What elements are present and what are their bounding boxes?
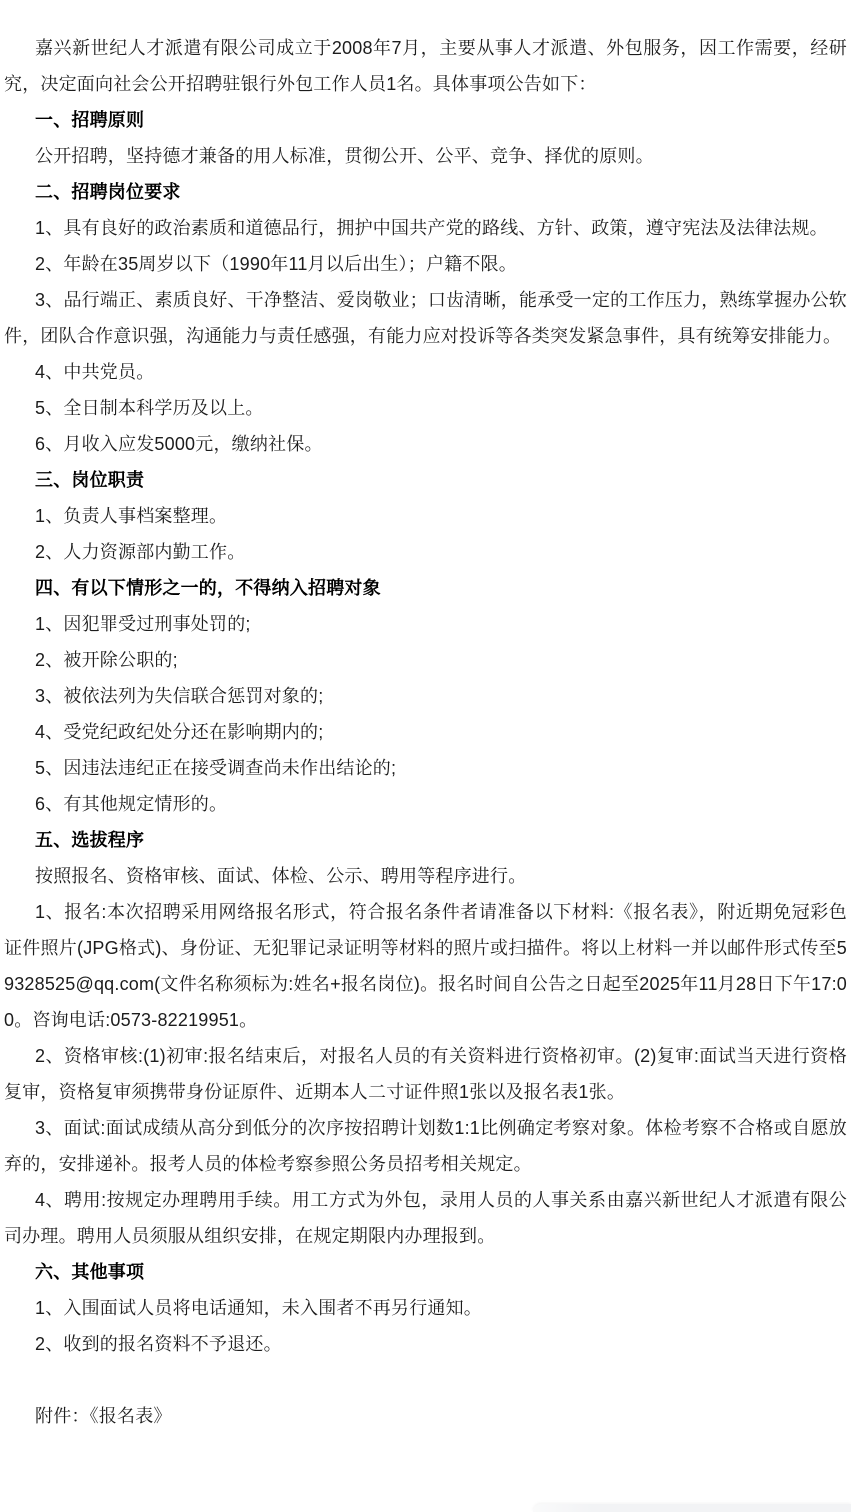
section-paragraph: 按照报名、资格审核、面试、体检、公示、聘用等程序进行。 [35,866,527,886]
section-paragraph: 4、受党纪政纪处分还在影响期内的; [35,722,324,742]
bottom-popup-edge[interactable] [533,1504,851,1512]
section-paragraph: 4、中共党员。 [35,362,155,382]
attachment-line: 附件：《报名表》 [35,1406,172,1426]
section-paragraph: 5、全日制本科学历及以上。 [35,398,264,418]
section-paragraph: 2、资格审核:(1)初审:报名结束后，对报名人员的有关资料进行资格初审。(2)复审:面试当天进行资格复审，资格复审须携带身份证原件、近期本人二寸证件照1张以及报名表1张。 [4,1046,847,1102]
section-paragraph: 2、收到的报名资料不予退还。 [35,1334,282,1354]
section-heading: 四、有以下情形之一的，不得纳入招聘对象 [35,578,381,598]
section-heading: 三、岗位职责 [35,470,145,490]
section-paragraph: 3、品行端正、素质良好、干净整洁、爱岗敬业；口齿清晰，能承受一定的工作压力，熟练掌握办公软件，团队合作意识强，沟通能力与责任感强，有能力应对投诉等各类突发紧急事件，具有统筹安排能力。 [4,290,847,346]
section-paragraph: 5、因违法违纪正在接受调查尚未作出结论的; [35,758,397,778]
section-paragraph: 6、月收入应发5000元，缴纳社保。 [35,434,323,454]
section-paragraph: 公开招聘，坚持德才兼备的用人标准，贯彻公开、公平、竞争、择优的原则。 [35,146,654,166]
section-paragraph: 6、有其他规定情形的。 [35,794,228,814]
section-paragraph: 2、人力资源部内勤工作。 [35,542,246,562]
section-paragraph: 4、聘用:按规定办理聘用手续。用工方式为外包，录用人员的人事关系由嘉兴新世纪人才派遣有限公司办理。聘用人员须服从组织安排，在规定期限内办理报到。 [4,1190,847,1246]
intro-paragraph: 嘉兴新世纪人才派遣有限公司成立于2008年7月，主要从事人才派遣、外包服务，因工作需要，经研究，决定面向社会公开招聘驻银行外包工作人员1名。具体事项公告如下： [4,38,847,94]
section-heading: 二、招聘岗位要求 [35,182,181,202]
section-paragraph: 1、因犯罪受过刑事处罚的; [35,614,251,634]
section-paragraph: 3、面试:面试成绩从高分到低分的次序按招聘计划数1:1比例确定考察对象。体检考察不合格或自愿放弃的，安排递补。报考人员的体检考察参照公务员招考相关规定。 [4,1118,847,1174]
section-paragraph: 1、具有良好的政治素质和道德品行，拥护中国共产党的路线、方针、政策，遵守宪法及法律法规。 [35,218,828,238]
section-paragraph: 2、年龄在35周岁以下（1990年11月以后出生）；户籍不限。 [35,254,517,274]
section-paragraph: 1、报名:本次招聘采用网络报名形式，符合报名条件者请准备以下材料:《报名表》，附近期免冠彩色证件照片(JPG格式)、身份证、无犯罪记录证明等材料的照片或扫描件。将以上材料一并以邮件形式传至59328525@qq.com(文件名称须标为:姓名+报名岗位)。报名时间自公告之日起至2025年11月28日下午17:00。咨询电话:0573-82219951。 [4,902,847,1030]
sections-container [4,102,847,1362]
section-heading: 一、招聘原则 [35,110,145,130]
section-paragraph: 3、被依法列为失信联合惩罚对象的; [35,686,324,706]
section-heading: 五、选拔程序 [35,830,145,850]
section-paragraph: 1、入围面试人员将电话通知，未入围者不再另行通知。 [35,1298,483,1318]
section-heading: 六、其他事项 [35,1262,145,1282]
section-paragraph: 2、被开除公职的; [35,650,178,670]
section-paragraph: 1、负责人事档案整理。 [35,506,228,526]
